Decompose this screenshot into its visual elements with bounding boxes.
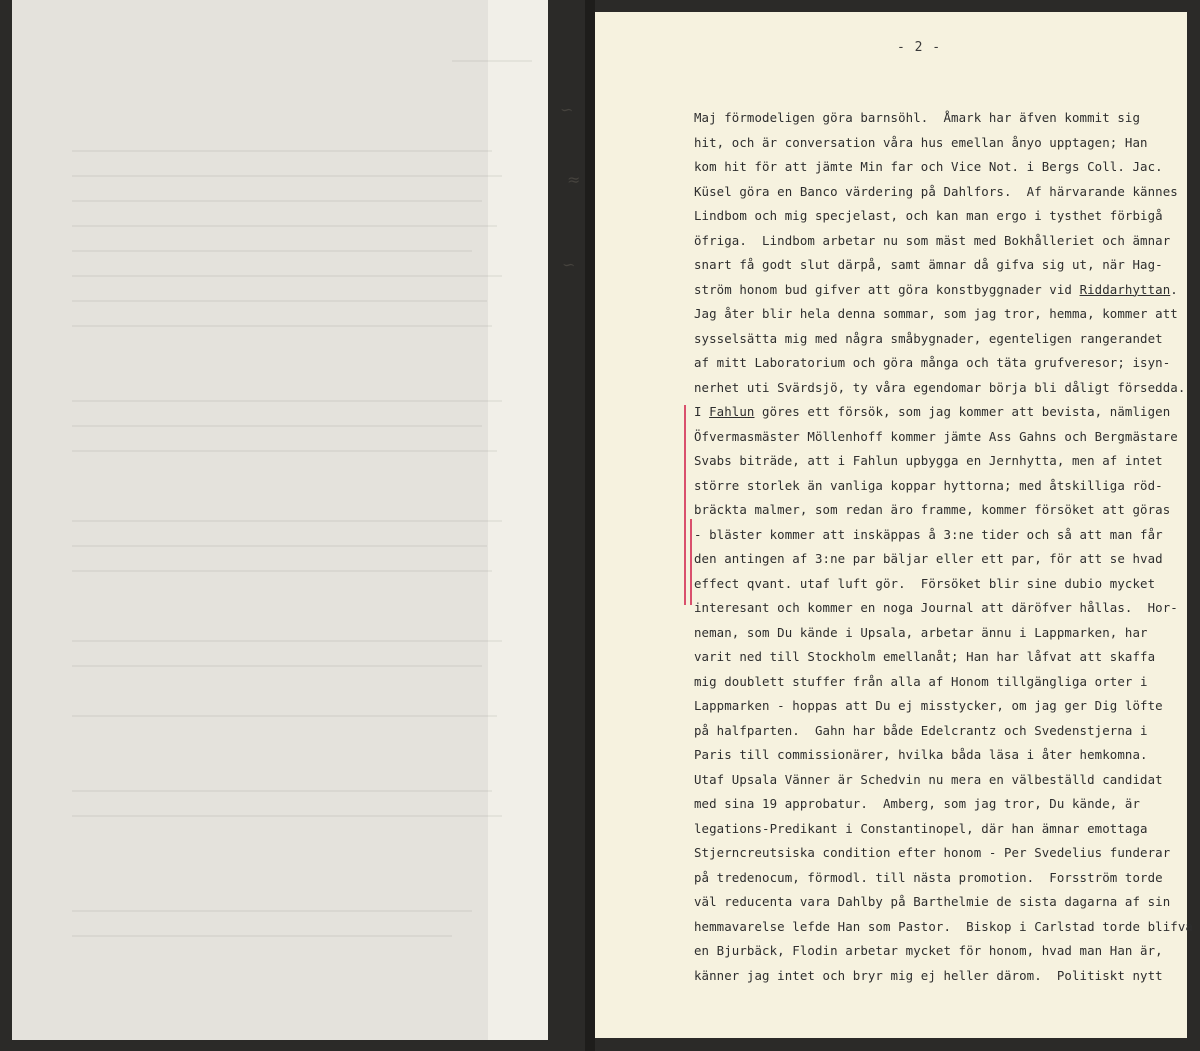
bleed-line	[72, 570, 492, 572]
margin-mark-1	[684, 405, 686, 605]
bleed-line	[72, 450, 497, 452]
text-line: den antingen af 3:ne par bäljar eller ett par, för att se hvad	[694, 551, 1163, 566]
text-line: nerhet uti Svärdsjö, ty våra egendomar börja bli dåligt försedda.	[694, 379, 1186, 395]
bleed-line	[72, 640, 502, 642]
bleed-line	[72, 250, 472, 252]
text-line: Utaf Upsala Vänner är Schedvin nu mera en välbeställd candidat	[694, 771, 1163, 787]
text-line: större storlek än vanliga koppar hyttorna; med åtskilliga röd-	[694, 477, 1163, 493]
text-line-riddarhyttan	[694, 278, 1193, 303]
bleed-line	[452, 60, 532, 62]
text-line: kom hit för att jämte Min far och Vice Not. i Bergs Coll. Jac.	[694, 159, 1163, 174]
text-line: effect qvant. utaf luft gör. Försöket blir sine dubio mycket	[694, 575, 1156, 591]
text-line: med sina 19 approbatur. Amberg, som jag tror, Du kände, är	[694, 796, 1141, 811]
text-line: hemmavarelse lefde Han som Pastor. Biskop i Carlstad torde blifva	[694, 918, 1193, 934]
text-line-head: ström honom bud gifver att göra konstbyggnader vid	[694, 281, 1080, 297]
text-line: af mitt Laboratorium och göra många och täta grufveresor; isyn-	[694, 355, 1171, 370]
bleed-line	[72, 400, 502, 402]
bleed-handwriting: ∽	[560, 100, 574, 119]
underlined-place-riddarhyttan: Riddarhyttan	[1079, 281, 1171, 297]
bleed-line	[72, 545, 487, 547]
bleed-handwriting: ≈	[567, 170, 581, 189]
text-line: sysselsätta mig med några småbygnader, egenteligen rangerandet	[694, 330, 1163, 346]
page-number: - 2 -	[897, 40, 942, 55]
text-line: Maj förmodeligen göra barnsöhl. Åmark har äfven kommit sig	[694, 110, 1141, 125]
text-line: Lappmarken - hoppas att Du ej misstycker, om jag ger Dig löfte	[694, 698, 1163, 713]
text-line: Stjerncreutsiska condition efter honom - Per Svedelius funderar	[694, 845, 1171, 860]
bleed-line	[72, 325, 492, 327]
bleed-line	[72, 790, 492, 792]
text-line: varit ned till Stockholm emellanåt; Han har låfvat att skaffa	[694, 649, 1156, 664]
text-line: hit, och är conversation våra hus emellan ånyo upptagen; Han	[694, 134, 1148, 150]
text-line-fahlun	[694, 400, 1193, 425]
bleed-line	[72, 175, 502, 177]
bleed-line	[72, 225, 497, 227]
text-line: en Bjurbäck, Flodin arbetar mycket för honom, hvad man Han är,	[694, 943, 1163, 958]
text-line: legations-Predikant i Constantinopel, där han ämnar emottaga	[694, 820, 1148, 836]
bleed-handwriting: ∽	[562, 255, 576, 274]
text-line-tail: göres ett försök, som jag kommer att bevista, nämligen	[754, 404, 1171, 419]
text-line: Küsel göra en Banco värdering på Dahlfors. Af härvarande kännes	[694, 183, 1178, 199]
text-line: Lindbom och mig specjelast, och kan man ergo i tysthet förbigå	[694, 208, 1163, 223]
bleed-line	[72, 815, 502, 817]
bleed-line	[72, 935, 452, 937]
bleed-line	[72, 715, 497, 717]
typed-page	[595, 12, 1193, 1038]
text-line: - bläster kommer att inskäppas å 3:ne tider och så att man får	[694, 526, 1163, 542]
text-line: Svabs biträde, att i Fahlun upbygga en Jernhytta, men af intet	[694, 453, 1163, 468]
margin-mark-2	[690, 519, 692, 605]
text-line: på halfparten. Gahn har både Edelcrantz och Svedenstjerna i	[694, 722, 1148, 738]
text-line: bräckta malmer, som redan äro framme, kommer försöket att göras	[694, 502, 1171, 517]
typed-text-body	[694, 106, 1193, 988]
text-line: på tredenocum, förmodl. till nästa promotion. Forsström torde	[694, 869, 1163, 885]
text-line-tail: .	[1170, 281, 1178, 297]
bleed-line	[72, 275, 502, 277]
bleed-line	[72, 150, 492, 152]
bleed-line	[72, 300, 487, 302]
left-page-bleedthrough	[12, 0, 581, 1040]
bleed-line	[72, 665, 482, 667]
book-binding	[585, 0, 595, 1051]
text-line: interesant och kommer en noga Journal att däröfver hållas. Hor-	[694, 600, 1178, 615]
bleed-line	[72, 910, 472, 912]
text-line: Paris till commissionärer, hvilka båda läsa i åter hemkomna.	[694, 747, 1148, 762]
bleed-line	[72, 200, 482, 202]
underlined-place-fahlun: Fahlun	[709, 404, 755, 419]
text-line-head: I	[694, 404, 710, 419]
text-line: neman, som Du kände i Upsala, arbetar ännu i Lappmarken, har	[694, 624, 1148, 640]
text-line: Jag åter blir hela denna sommar, som jag tror, hemma, kommer att	[694, 306, 1178, 321]
text-line: öfriga. Lindbom arbetar nu som mäst med Bokhålleriet och ämnar	[694, 232, 1171, 248]
bleed-line	[72, 425, 482, 427]
text-line: känner jag intet och bryr mig ej heller därom. Politiskt nytt	[694, 967, 1163, 983]
text-line: mig doublett stuffer från alla af Honom tillgängliga orter i	[694, 673, 1148, 689]
bleed-line	[72, 520, 502, 522]
text-line: snart få godt slut därpå, samt ämnar då gifva sig ut, när Hag-	[694, 257, 1163, 272]
text-line: Öfvermasmäster Möllenhoff kommer jämte Ass Gahns och Bergmästare	[694, 428, 1178, 444]
text-line: väl reducenta vara Dahlby på Barthelmie de sista dagarna af sin	[694, 894, 1171, 909]
